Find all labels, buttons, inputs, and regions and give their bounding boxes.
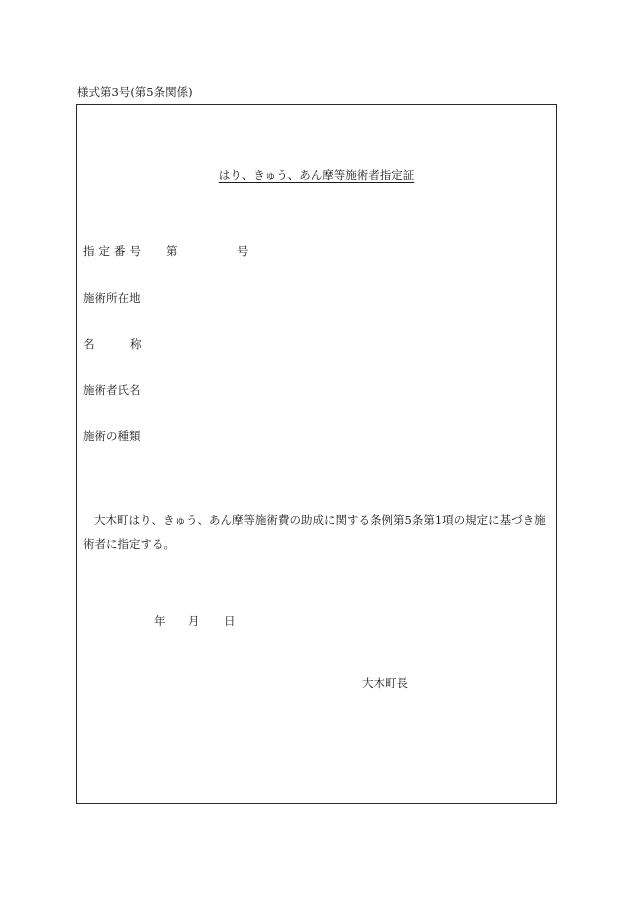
designation-number-prefix: 第	[166, 244, 178, 258]
designation-number-suffix: 号	[237, 244, 249, 258]
name-label-second-char: 称	[130, 337, 142, 351]
form-number-label: 様式第3号(第5条関係)	[77, 85, 193, 99]
certificate-title-text: はり、きゅう、あん摩等施術者指定証	[218, 168, 415, 182]
practitioner-name-label: 施術者氏名	[83, 383, 141, 397]
designation-number-label: 指定番号	[83, 244, 145, 258]
date-year-label: 年	[154, 614, 166, 628]
date-month-label: 月	[188, 614, 200, 628]
location-label: 施術所在地	[83, 291, 141, 305]
date-day-label: 日	[224, 614, 236, 628]
treatment-type-label: 施術の種類	[83, 429, 141, 443]
certificate-title	[77, 167, 556, 183]
certificate-frame	[76, 104, 557, 804]
name-label-first-char: 名	[83, 337, 95, 351]
issuer-title: 大木町長	[362, 676, 408, 690]
designation-statement: 大木町はり、きゅう、あん摩等施術費の助成に関する条例第5条第1項の規定に基づき施術者に指定する。	[83, 513, 546, 551]
